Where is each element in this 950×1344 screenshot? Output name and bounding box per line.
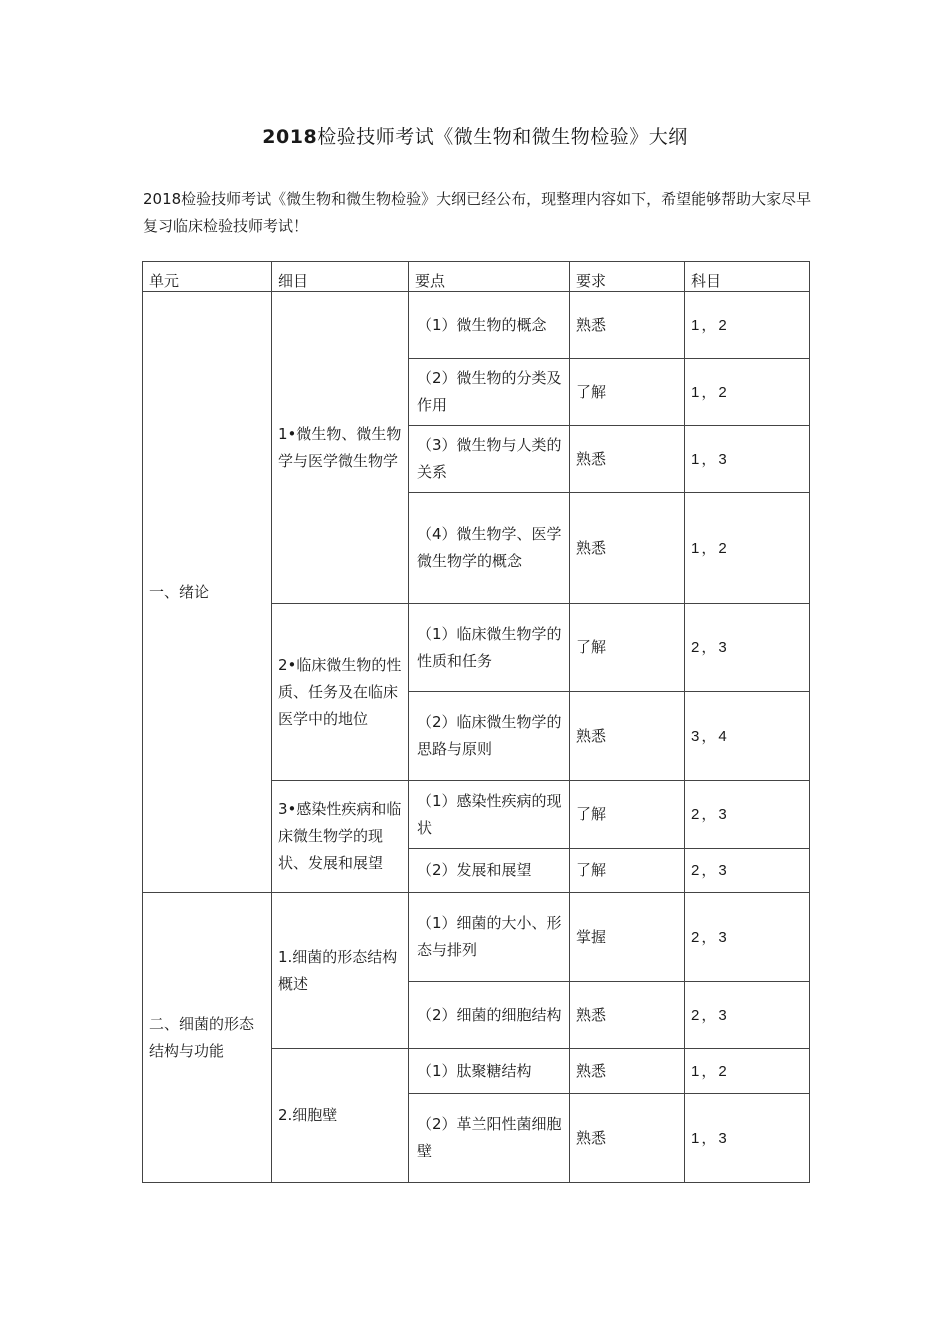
subject-cell: 1，2 <box>685 359 810 426</box>
point-cell: （2）微生物的分类及作用 <box>409 359 570 426</box>
requirement-cell: 熟悉 <box>570 493 685 604</box>
point-cell: （2）革兰阳性菌细胞壁 <box>409 1094 570 1183</box>
header-cell-requirement: 要求 <box>570 262 685 292</box>
header-cell-unit: 单元 <box>143 262 272 292</box>
document-title <box>0 122 950 149</box>
unit-cell: 一、绪论 <box>143 292 272 893</box>
header-cell-item: 细目 <box>272 262 409 292</box>
table-row <box>143 893 810 982</box>
item-cell: 3•感染性疾病和临床微生物学的现状、发展和展望 <box>272 781 409 893</box>
requirement-cell: 了解 <box>570 604 685 692</box>
point-cell: （1）感染性疾病的现状 <box>409 781 570 849</box>
requirement-cell: 熟悉 <box>570 292 685 359</box>
unit-cell: 二、细菌的形态结构与功能 <box>143 893 272 1183</box>
subject-cell: 1，3 <box>685 1094 810 1183</box>
point-cell: （1）细菌的大小、形态与排列 <box>409 893 570 982</box>
requirement-cell: 熟悉 <box>570 426 685 493</box>
point-cell: （2）细菌的细胞结构 <box>409 982 570 1049</box>
subject-cell: 2，3 <box>685 893 810 982</box>
requirement-cell: 熟悉 <box>570 1094 685 1183</box>
subject-cell: 3，4 <box>685 692 810 781</box>
title-year: 2018 <box>262 126 318 148</box>
item-cell: 2.细胞壁 <box>272 1049 409 1183</box>
header-cell-point: 要点 <box>409 262 570 292</box>
requirement-cell: 了解 <box>570 781 685 849</box>
point-cell: （2）临床微生物学的思路与原则 <box>409 692 570 781</box>
subject-cell: 1，2 <box>685 1049 810 1094</box>
requirement-cell: 熟悉 <box>570 982 685 1049</box>
intro-paragraph: 2018检验技师考试《微生物和微生物检验》大纲已经公布，现整理内容如下，希望能够帮助大家尽早复习临床检验技师考试！ <box>143 190 812 235</box>
title-text: 检验技师考试《微生物和微生物检验》大纲 <box>317 126 688 148</box>
point-cell: （1）临床微生物学的性质和任务 <box>409 604 570 692</box>
table-header-row <box>143 262 810 292</box>
subject-cell: 2，3 <box>685 849 810 893</box>
requirement-cell: 掌握 <box>570 893 685 982</box>
item-cell: 2•临床微生物的性质、任务及在临床医学中的地位 <box>272 604 409 781</box>
subject-cell: 2，3 <box>685 604 810 692</box>
subject-cell: 2，3 <box>685 781 810 849</box>
subject-cell: 2，3 <box>685 982 810 1049</box>
requirement-cell: 了解 <box>570 849 685 893</box>
requirement-cell: 熟悉 <box>570 1049 685 1094</box>
point-cell: （2）发展和展望 <box>409 849 570 893</box>
requirement-cell: 了解 <box>570 359 685 426</box>
requirement-cell: 熟悉 <box>570 692 685 781</box>
point-cell: （3）微生物与人类的关系 <box>409 426 570 493</box>
point-cell: （4）微生物学、医学微生物学的概念 <box>409 493 570 604</box>
point-cell: （1）肽聚糖结构 <box>409 1049 570 1094</box>
header-cell-subject: 科目 <box>685 262 810 292</box>
subject-cell: 1，3 <box>685 426 810 493</box>
subject-cell: 1，2 <box>685 493 810 604</box>
item-cell: 1•微生物、微生物学与医学微生物学 <box>272 292 409 604</box>
subject-cell: 1，2 <box>685 292 810 359</box>
point-cell: （1）微生物的概念 <box>409 292 570 359</box>
item-cell: 1.细菌的形态结构概述 <box>272 893 409 1049</box>
table-row <box>143 292 810 359</box>
syllabus-table <box>142 261 810 1183</box>
